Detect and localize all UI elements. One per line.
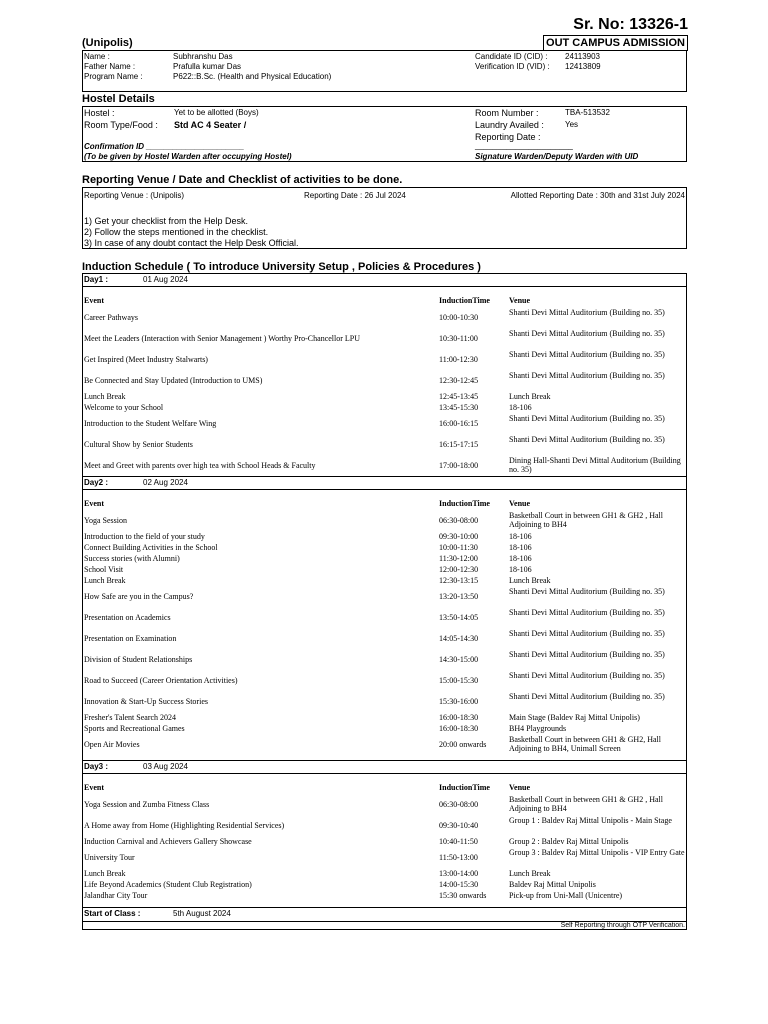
laundry-value: Yes [565, 120, 579, 129]
event-name: How Safe are you in the Campus? [84, 592, 194, 601]
event-name: Introduction to the field of your study [84, 532, 205, 541]
event-time: 16:15-17:15 [439, 440, 479, 449]
event-venue: Basketball Court in between GH1 & GH2 , Hall Adjoining to BH4 [509, 795, 663, 813]
father-name: Prafulla kumar Das [173, 62, 242, 71]
footer-note: Self Reporting through OTP Verification. [560, 922, 685, 929]
hostel-title: Hostel Details [82, 93, 155, 105]
event-name: Lunch Break [84, 576, 126, 585]
admission-type-badge: OUT CAMPUS ADMISSION [543, 35, 688, 51]
event-name: Lunch Break [84, 392, 126, 401]
table-row [83, 795, 687, 816]
table-row [83, 671, 687, 692]
table-row [83, 403, 687, 414]
event-name: Presentation on Examination [84, 634, 177, 643]
day-date: 03 Aug 2024 [143, 762, 188, 771]
table-row [83, 392, 687, 403]
table-row [83, 350, 687, 371]
event-time: 14:05-14:30 [439, 634, 479, 643]
event-name: Division of Student Relationships [84, 655, 193, 664]
col-time: InductionTime [439, 499, 490, 508]
table-row [83, 650, 687, 671]
room-type-label: Room Type/Food : [84, 120, 158, 130]
event-venue: Shanti Devi Mittal Auditorium (Building no. 35) [509, 608, 665, 617]
program-label: Program Name : [84, 72, 143, 81]
event-venue: BH4 Playgrounds [509, 724, 567, 733]
event-time: 06:30-08:00 [439, 800, 479, 809]
table-row [83, 532, 687, 543]
university-name: (Unipolis) [82, 37, 133, 49]
event-name: Meet the Leaders (Interaction with Senior Management ) Worthy Pro-Chancellor LPU [84, 334, 361, 343]
event-venue: Shanti Devi Mittal Auditorium (Building no. 35) [509, 435, 665, 444]
hostel-box [82, 106, 687, 162]
table-row [83, 735, 687, 756]
signature-label: Signature Warden/Deputy Warden with UID [475, 152, 639, 161]
table-row [83, 629, 687, 650]
divider [83, 489, 686, 490]
signature-line: ______________________ [475, 141, 573, 150]
event-venue: Group 2 : Baldev Raj Mittal Unipolis [509, 837, 629, 846]
reporting-title: Reporting Venue / Date and Checklist of activities to be done. [82, 174, 403, 186]
event-name: School Visit [84, 565, 124, 574]
checklist-step-3: 3) In case of any doubt contact the Help Desk Official. [84, 238, 299, 248]
table-row [83, 308, 687, 329]
event-time: 06:30-08:00 [439, 516, 479, 525]
table-row [83, 608, 687, 629]
event-venue: Basketball Court in between GH1 & GH2 , Hall Adjoining to BH4 [509, 511, 663, 529]
event-name: Introduction to the Student Welfare Wing [84, 419, 217, 428]
event-time: 09:30-10:00 [439, 532, 479, 541]
event-venue: Lunch Break [509, 392, 551, 401]
event-venue: Lunch Break [509, 869, 551, 878]
event-name: Sports and Recreational Games [84, 724, 185, 733]
event-venue: Lunch Break [509, 576, 551, 585]
event-venue: Group 3 : Baldev Raj Mittal Unipolis - VIP Entry Gate [509, 848, 685, 857]
event-time: 10:00-10:30 [439, 313, 479, 322]
event-name: Connect Building Activities in the School [84, 543, 218, 552]
event-venue: Shanti Devi Mittal Auditorium (Building no. 35) [509, 587, 665, 596]
event-time: 16:00-16:15 [439, 419, 479, 428]
col-venue: Venue [509, 783, 531, 792]
table-row [83, 869, 687, 880]
serial-number: Sr. No: 13326-1 [573, 16, 688, 33]
table-row [83, 414, 687, 435]
hostel-value: Yet to be allotted (Boys) [174, 108, 259, 117]
laundry-label: Laundry Availed : [475, 120, 544, 130]
event-name: Road to Succeed (Career Orientation Activities) [84, 676, 238, 685]
event-time: 17:00-18:00 [439, 461, 479, 470]
event-name: Open Air Movies [84, 740, 140, 749]
table-row [83, 435, 687, 456]
table-row [83, 543, 687, 554]
table-row [83, 848, 687, 869]
checklist-step-1: 1) Get your checklist from the Help Desk. [84, 216, 249, 226]
induction-title: Induction Schedule ( To introduce University Setup , Policies & Procedures ) [82, 261, 481, 273]
event-time: 11:30-12:00 [439, 554, 478, 563]
divider [83, 286, 686, 287]
father-label: Father Name : [84, 62, 136, 71]
event-venue: Shanti Devi Mittal Auditorium (Building no. 35) [509, 308, 665, 317]
event-venue: Basketball Court in between GH1 & GH2, Hall Adjoining to BH4, Unimall Screen [509, 735, 661, 753]
day-label: Day1 : [84, 275, 109, 284]
start-of-class-row [83, 908, 687, 922]
event-name: Welcome to your School [84, 403, 164, 412]
room-type-value: Std AC 4 Seater / [174, 120, 247, 130]
event-name: Yoga Session [84, 516, 127, 525]
col-event: Event [84, 296, 104, 305]
event-time: 10:40-11:50 [439, 837, 478, 846]
table-row [83, 724, 687, 735]
room-number-value: TBA-513532 [565, 108, 610, 117]
reporting-box [82, 187, 687, 249]
event-name: Meet and Greet with parents over high tea with School Heads & Faculty [84, 461, 316, 470]
event-time: 13:50-14:05 [439, 613, 479, 622]
event-venue: 18-106 [509, 403, 532, 412]
event-time: 20:00 onwards [439, 740, 487, 749]
event-name: Success stories (with Alumni) [84, 554, 180, 563]
event-name: Be Connected and Stay Updated (Introduction to UMS) [84, 376, 263, 385]
table-row [83, 554, 687, 565]
event-name: A Home away from Home (Highlighting Residential Services) [84, 821, 285, 830]
col-event: Event [84, 783, 104, 792]
reporting-date: Reporting Date : 26 Jul 2024 [304, 191, 406, 200]
event-time: 12:00-12:30 [439, 565, 479, 574]
event-time: 13:00-14:00 [439, 869, 479, 878]
event-name: Lunch Break [84, 869, 126, 878]
event-venue: Shanti Devi Mittal Auditorium (Building no. 35) [509, 692, 665, 701]
event-name: Fresher's Talent Search 2024 [84, 713, 177, 722]
event-name: Induction Carnival and Achievers Gallery Showcase [84, 837, 252, 846]
start-of-class-label: Start of Class : [84, 909, 141, 918]
event-name: Career Pathways [84, 313, 138, 322]
day-label: Day3 : [84, 762, 109, 771]
event-venue: 18-106 [509, 543, 532, 552]
event-time: 15:30-16:00 [439, 697, 479, 706]
table-row [83, 891, 687, 902]
student-info-box [82, 50, 687, 92]
induction-schedule-table [82, 273, 687, 930]
event-time: 12:30-12:45 [439, 376, 479, 385]
col-time: InductionTime [439, 296, 490, 305]
event-venue: Shanti Devi Mittal Auditorium (Building no. 35) [509, 650, 665, 659]
col-venue: Venue [509, 499, 531, 508]
event-time: 13:20-13:50 [439, 592, 479, 601]
event-time: 15:00-15:30 [439, 676, 479, 685]
event-venue: Shanti Devi Mittal Auditorium (Building no. 35) [509, 329, 665, 338]
event-venue: Dining Hall-Shanti Devi Mittal Auditorium (Building no. 35) [509, 456, 681, 474]
event-time: 15:30 onwards [439, 891, 487, 900]
event-name: Cultural Show by Senior Students [84, 440, 193, 449]
event-time: 14:00-15:30 [439, 880, 479, 889]
table-row [83, 329, 687, 350]
vid-label: Verification ID (VID) : [475, 62, 550, 71]
table-row [83, 692, 687, 713]
event-venue: Group 1 : Baldev Raj Mittal Unipolis - Main Stage [509, 816, 672, 825]
event-venue: 18-106 [509, 565, 532, 574]
reporting-date-label: Reporting Date : [475, 132, 541, 142]
confirmation-id-label: Confirmation ID ______________________ [84, 142, 245, 151]
event-venue: Shanti Devi Mittal Auditorium (Building no. 35) [509, 414, 665, 423]
name-label: Name : [84, 52, 110, 61]
event-venue: Main Stage (Baldev Raj Mittal Unipolis) [509, 713, 640, 722]
event-name: Yoga Session and Zumba Fitness Class [84, 800, 210, 809]
event-venue: Shanti Devi Mittal Auditorium (Building no. 35) [509, 629, 665, 638]
divider [83, 476, 686, 477]
table-row [83, 837, 687, 848]
table-row [83, 371, 687, 392]
table-row [83, 576, 687, 587]
event-name: Jalandhar City Tour [84, 891, 148, 900]
day-label: Day2 : [84, 478, 109, 487]
event-venue: Baldev Raj Mittal Unipolis [509, 880, 596, 889]
table-row [83, 816, 687, 837]
room-number-label: Room Number : [475, 108, 539, 118]
event-time: 09:30-10:40 [439, 821, 479, 830]
confirmation-note: (To be given by Hostel Warden after occupying Hostel) [84, 152, 292, 161]
table-row [83, 587, 687, 608]
event-name: University Tour [84, 853, 135, 862]
event-time: 11:50-13:00 [439, 853, 478, 862]
checklist-step-2: 2) Follow the steps mentioned in the checklist. [84, 227, 269, 237]
event-venue: 18-106 [509, 532, 532, 541]
event-time: 16:00-18:30 [439, 724, 479, 733]
event-time: 14:30-15:00 [439, 655, 479, 664]
table-row [83, 880, 687, 891]
event-name: Life Beyond Academics (Student Club Registration) [84, 880, 252, 889]
event-name: Innovation & Start-Up Success Stories [84, 697, 208, 706]
event-venue: Shanti Devi Mittal Auditorium (Building no. 35) [509, 371, 665, 380]
cid-value: 24113903 [565, 52, 600, 61]
col-event: Event [84, 499, 104, 508]
cid-label: Candidate ID (CID) : [475, 52, 548, 61]
event-time: 13:45-15:30 [439, 403, 479, 412]
event-venue: Pick-up from Uni-Mall (Unicentre) [509, 891, 623, 900]
event-time: 12:30-13:15 [439, 576, 479, 585]
event-venue: Shanti Devi Mittal Auditorium (Building no. 35) [509, 671, 665, 680]
event-venue: 18-106 [509, 554, 532, 563]
col-venue: Venue [509, 296, 531, 305]
table-row [83, 565, 687, 576]
table-row [83, 456, 687, 477]
start-of-class-date: 5th August 2024 [173, 909, 231, 918]
day-date: 02 Aug 2024 [143, 478, 188, 487]
event-time: 16:00-18:30 [439, 713, 479, 722]
divider [83, 773, 686, 774]
event-name: Presentation on Academics [84, 613, 171, 622]
allotted-reporting-date: Allotted Reporting Date : 30th and 31st July 2024 [510, 191, 685, 200]
col-time: InductionTime [439, 783, 490, 792]
hostel-label: Hostel : [84, 108, 115, 118]
event-time: 10:00-11:30 [439, 543, 478, 552]
event-time: 12:45-13:45 [439, 392, 479, 401]
day-date: 01 Aug 2024 [143, 275, 188, 284]
event-time: 11:00-12:30 [439, 355, 478, 364]
divider [83, 760, 686, 761]
reporting-venue: Reporting Venue : (Unipolis) [84, 191, 185, 200]
student-name: Subhranshu Das [173, 52, 233, 61]
program-name: P622::B.Sc. (Health and Physical Education) [173, 72, 332, 81]
table-row [83, 511, 687, 532]
event-name: Get Inspired (Meet Industry Stalwarts) [84, 355, 208, 364]
event-time: 10:30-11:00 [439, 334, 478, 343]
event-venue: Shanti Devi Mittal Auditorium (Building no. 35) [509, 350, 665, 359]
table-row [83, 713, 687, 724]
vid-value: 12413809 [565, 62, 601, 71]
